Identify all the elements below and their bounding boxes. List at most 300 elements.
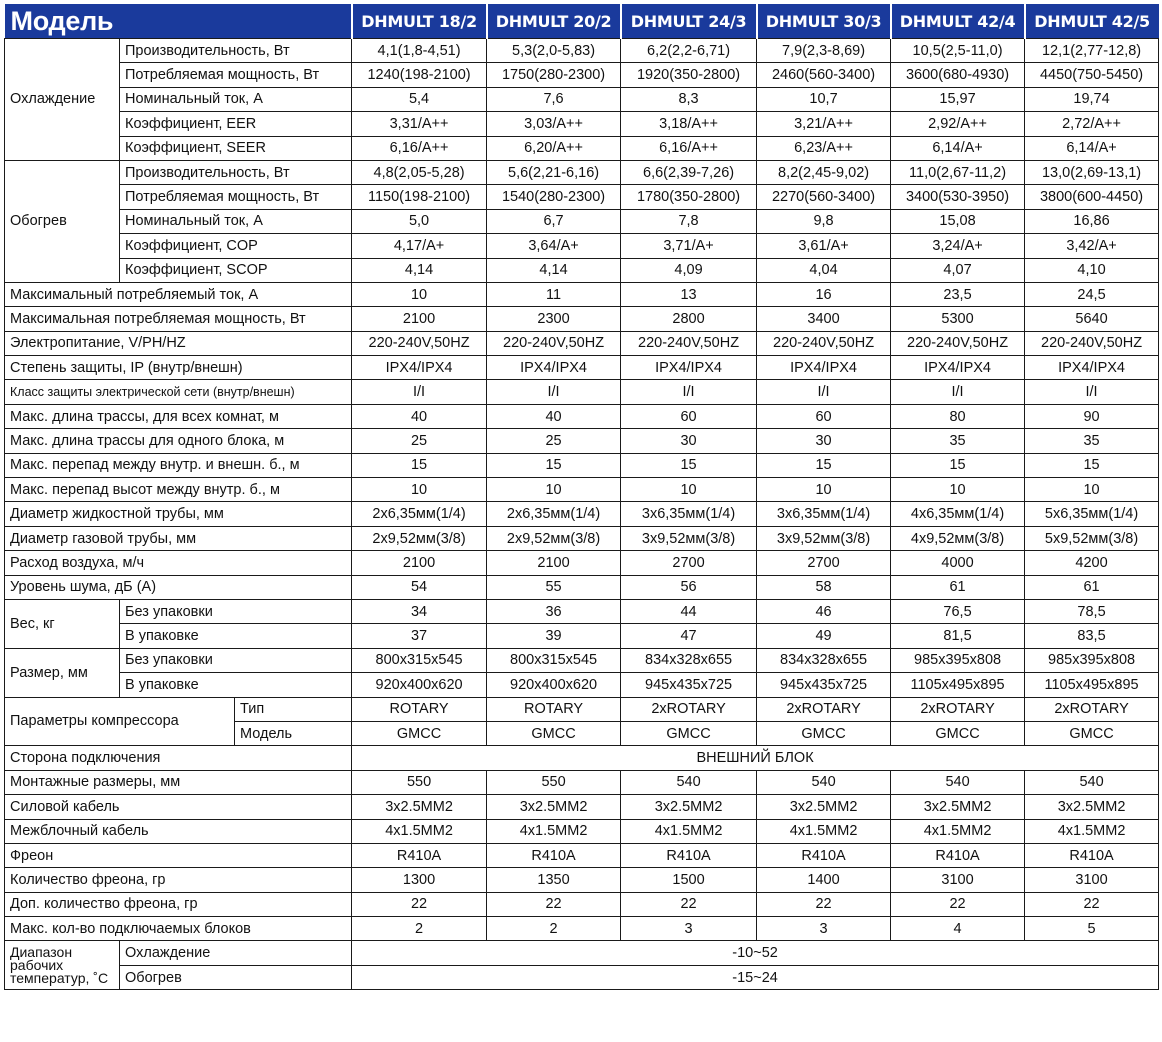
value-cell: 90 [1025,404,1159,428]
row-label: Количество фреона, гр [5,868,352,892]
table-row [5,429,1159,453]
row-label: Коэффициент, COP [120,234,352,258]
value-cell: 220-240V,50HZ [621,331,757,355]
value-cell: 2700 [621,551,757,575]
table-row [5,575,1159,599]
value-cell: 5640 [1025,307,1159,331]
value-cell: 39 [487,624,621,648]
table-row [5,258,1159,282]
value-cell: 220-240V,50HZ [352,331,487,355]
table-row [5,404,1159,428]
value-cell: 3x9,52мм(3/8) [621,526,757,550]
value-cell: 4,14 [352,258,487,282]
value-cell: 80 [891,404,1025,428]
value-cell: 8,2(2,45-9,02) [757,160,891,184]
value-cell: 3400(530-3950) [891,185,1025,209]
value-cell: 5300 [891,307,1025,331]
value-cell: 10 [352,478,487,502]
value-cell: R410A [621,843,757,867]
row-label: Без упаковки [120,599,352,623]
value-cell: GMCC [1025,721,1159,745]
value-cell: 54 [352,575,487,599]
value-cell: 30 [757,429,891,453]
value-cell: 4,17/A+ [352,234,487,258]
value-cell: 3,03/A++ [487,112,621,136]
value-cell: 920x400x620 [352,673,487,697]
value-cell: GMCC [352,721,487,745]
value-cell: IPX4/IPX4 [352,356,487,380]
value-cell: 61 [891,575,1025,599]
value-cell: 56 [621,575,757,599]
value-cell: 1350 [487,868,621,892]
value-cell: 2100 [352,551,487,575]
value-cell: 4,14 [487,258,621,282]
row-label: Охлаждение [120,941,352,965]
value-cell: 10 [891,478,1025,502]
value-cell: 16 [757,282,891,306]
value-cell: 8,3 [621,87,757,111]
value-cell: 2460(560-3400) [757,63,891,87]
value-cell: 550 [352,770,487,794]
value-cell: 44 [621,599,757,623]
row-label: Максимальная потребляемая мощность, Вт [5,307,352,331]
row-label: Макс. длина трассы, для всех комнат, м [5,404,352,428]
value-cell: 2xROTARY [757,697,891,721]
value-cell: 1150(198-2100) [352,185,487,209]
value-cell: 540 [757,770,891,794]
value-cell: 15,97 [891,87,1025,111]
value-cell: 2x9,52мм(3/8) [487,526,621,550]
row-label: Максимальный потребляемый ток, А [5,282,352,306]
value-cell: I/I [1025,380,1159,404]
value-cell: 3x2.5MM2 [891,795,1025,819]
value-cell: 3 [621,917,757,941]
value-cell: 36 [487,599,621,623]
value-cell: 34 [352,599,487,623]
value-cell: GMCC [487,721,621,745]
row-label: Модель [235,721,352,745]
value-cell: IPX4/IPX4 [1025,356,1159,380]
value-cell: 13 [621,282,757,306]
value-cell: -10~52 [352,941,1159,965]
value-cell: 6,7 [487,209,621,233]
row-label: Производительность, Вт [120,39,352,63]
value-cell: 945x435x725 [621,673,757,697]
value-cell: 11,0(2,67-11,2) [891,160,1025,184]
value-cell: 1540(280-2300) [487,185,621,209]
value-cell: 5,6(2,21-6,16) [487,160,621,184]
row-label: Обогрев [120,965,352,989]
table-row [5,331,1159,355]
table-row [5,892,1159,916]
value-cell: 540 [621,770,757,794]
row-label: В упаковке [120,624,352,648]
table-row [5,599,1159,623]
value-cell: 6,20/A++ [487,136,621,160]
value-cell: 6,23/A++ [757,136,891,160]
value-cell: 4,10 [1025,258,1159,282]
value-cell: 3400 [757,307,891,331]
table-row [5,453,1159,477]
value-cell: 11 [487,282,621,306]
row-label: Межблочный кабель [5,819,352,843]
value-cell: 1920(350-2800) [621,63,757,87]
value-cell: 3,24/A+ [891,234,1025,258]
value-cell: 81,5 [891,624,1025,648]
value-cell: 834x328x655 [621,648,757,672]
value-cell: 2 [352,917,487,941]
value-cell: 220-240V,50HZ [891,331,1025,355]
model-header: DHMULT 18/2 [352,4,487,39]
value-cell: 220-240V,50HZ [757,331,891,355]
value-cell: 3x2.5MM2 [1025,795,1159,819]
value-cell: R410A [757,843,891,867]
table-row [5,770,1159,794]
value-cell: 19,74 [1025,87,1159,111]
value-cell: 12,1(2,77-12,8) [1025,39,1159,63]
group-label-size: Размер, мм [5,648,120,697]
value-cell: 6,16/A++ [621,136,757,160]
value-cell: 3,61/A+ [757,234,891,258]
value-cell: 6,6(2,39-7,26) [621,160,757,184]
value-cell: 25 [487,429,621,453]
value-cell: GMCC [621,721,757,745]
value-cell: 49 [757,624,891,648]
value-cell: 3,21/A++ [757,112,891,136]
value-cell: 2x6,35мм(1/4) [487,502,621,526]
value-cell: 540 [1025,770,1159,794]
value-cell: 4x1.5MM2 [352,819,487,843]
value-cell: 5x9,52мм(3/8) [1025,526,1159,550]
value-cell: 7,8 [621,209,757,233]
value-cell: 30 [621,429,757,453]
group-label-temperature: Диапазон рабочих температур, ˚С [5,941,120,990]
value-cell: 1240(198-2100) [352,63,487,87]
value-cell: I/I [757,380,891,404]
value-cell: 4,8(2,05-5,28) [352,160,487,184]
value-cell: 35 [1025,429,1159,453]
table-row [5,819,1159,843]
value-cell: 15 [621,453,757,477]
table-row [5,941,1159,965]
value-cell: 3 [757,917,891,941]
table-row [5,39,1159,63]
value-cell: 23,5 [891,282,1025,306]
value-cell: 37 [352,624,487,648]
table-row [5,502,1159,526]
value-cell: 6,14/A+ [1025,136,1159,160]
spec-table [4,4,1159,990]
value-cell: 3x9,52мм(3/8) [757,526,891,550]
value-cell: -15~24 [352,965,1159,989]
row-label: Потребляемая мощность, Вт [120,63,352,87]
value-cell: 10 [757,478,891,502]
value-cell: 10 [1025,478,1159,502]
row-label: Производительность, Вт [120,160,352,184]
row-label: Степень защиты, IP (внутр/внешн) [5,356,352,380]
value-cell: 945x435x725 [757,673,891,697]
value-cell: 4,09 [621,258,757,282]
value-cell: 4,04 [757,258,891,282]
value-cell: 3,42/A+ [1025,234,1159,258]
table-row [5,526,1159,550]
value-cell: 3x2.5MM2 [352,795,487,819]
row-label: Макс. кол-во подключаемых блоков [5,917,352,941]
row-label: Монтажные размеры, мм [5,770,352,794]
value-cell: 35 [891,429,1025,453]
value-cell: 1105x495x895 [891,673,1025,697]
value-cell: 2 [487,917,621,941]
table-row [5,112,1159,136]
value-cell: 4x1.5MM2 [487,819,621,843]
value-cell: 2800 [621,307,757,331]
table-row [5,282,1159,306]
value-cell: 22 [621,892,757,916]
value-cell: 4450(750-5450) [1025,63,1159,87]
value-cell: 800x315x545 [352,648,487,672]
value-cell: 4x9,52мм(3/8) [891,526,1025,550]
value-cell: 3x2.5MM2 [757,795,891,819]
value-cell: ВНЕШНИЙ БЛОК [352,746,1159,770]
value-cell: IPX4/IPX4 [487,356,621,380]
value-cell: 3x6,35мм(1/4) [757,502,891,526]
value-cell: 4 [891,917,1025,941]
model-header: DHMULT 42/4 [891,4,1025,39]
table-row [5,478,1159,502]
value-cell: 3,18/A++ [621,112,757,136]
header-row [5,4,1159,39]
table-row [5,234,1159,258]
value-cell: 4x1.5MM2 [891,819,1025,843]
table-row [5,356,1159,380]
table-row [5,307,1159,331]
value-cell: 5,0 [352,209,487,233]
value-cell: 834x328x655 [757,648,891,672]
value-cell: 2700 [757,551,891,575]
value-cell: I/I [621,380,757,404]
table-row [5,551,1159,575]
value-cell: 15 [487,453,621,477]
row-label: Сторона подключения [5,746,352,770]
value-cell: 10 [487,478,621,502]
row-label: Тип [235,697,352,721]
value-cell: 3x2.5MM2 [621,795,757,819]
value-cell: 540 [891,770,1025,794]
value-cell: IPX4/IPX4 [757,356,891,380]
row-label: Макс. перепад между внутр. и внешн. б., м [5,453,352,477]
value-cell: 1750(280-2300) [487,63,621,87]
value-cell: 22 [352,892,487,916]
value-cell: 40 [487,404,621,428]
model-header: DHMULT 20/2 [487,4,621,39]
value-cell: 10,7 [757,87,891,111]
value-cell: 3800(600-4450) [1025,185,1159,209]
value-cell: 16,86 [1025,209,1159,233]
value-cell: 3x6,35мм(1/4) [621,502,757,526]
value-cell: R410A [487,843,621,867]
value-cell: 2x9,52мм(3/8) [352,526,487,550]
value-cell: I/I [352,380,487,404]
value-cell: 3100 [891,868,1025,892]
value-cell: 40 [352,404,487,428]
model-header: DHMULT 30/3 [757,4,891,39]
value-cell: 4x1.5MM2 [621,819,757,843]
value-cell: 5,3(2,0-5,83) [487,39,621,63]
value-cell: 60 [621,404,757,428]
value-cell: 3x2.5MM2 [487,795,621,819]
value-cell: I/I [487,380,621,404]
row-label: Силовой кабель [5,795,352,819]
table-row [5,648,1159,672]
value-cell: 2100 [487,551,621,575]
row-label: Класс защиты электрической сети (внутр/внешн) [5,380,352,404]
value-cell: 5x6,35мм(1/4) [1025,502,1159,526]
row-label: Коэффициент, SCOP [120,258,352,282]
value-cell: 15 [757,453,891,477]
value-cell: R410A [352,843,487,867]
table-row [5,868,1159,892]
table-row [5,746,1159,770]
row-label: Коэффициент, SEER [120,136,352,160]
value-cell: R410A [891,843,1025,867]
value-cell: 985x395x808 [1025,648,1159,672]
row-label: Уровень шума, дБ (А) [5,575,352,599]
value-cell: 7,9(2,3-8,69) [757,39,891,63]
group-label-heating: Обогрев [5,160,120,282]
row-label: Номинальный ток, А [120,87,352,111]
value-cell: 2,92/A++ [891,112,1025,136]
row-label: В упаковке [120,673,352,697]
value-cell: 15 [352,453,487,477]
value-cell: 3,64/A+ [487,234,621,258]
value-cell: 83,5 [1025,624,1159,648]
table-row [5,380,1159,404]
value-cell: 15 [1025,453,1159,477]
value-cell: I/I [891,380,1025,404]
value-cell: 10 [352,282,487,306]
value-cell: 6,16/A++ [352,136,487,160]
group-label-compressor: Параметры компрессора [5,697,235,746]
table-row [5,63,1159,87]
value-cell: 7,6 [487,87,621,111]
value-cell: 1780(350-2800) [621,185,757,209]
value-cell: 985x395x808 [891,648,1025,672]
table-row [5,87,1159,111]
value-cell: 220-240V,50HZ [487,331,621,355]
row-label: Макс. длина трассы для одного блока, м [5,429,352,453]
value-cell: 10,5(2,5-11,0) [891,39,1025,63]
value-cell: ROTARY [487,697,621,721]
value-cell: 55 [487,575,621,599]
value-cell: 1500 [621,868,757,892]
value-cell: 1105x495x895 [1025,673,1159,697]
row-label: Коэффициент, EER [120,112,352,136]
value-cell: 2100 [352,307,487,331]
value-cell: ROTARY [352,697,487,721]
value-cell: 4000 [891,551,1025,575]
value-cell: 4,1(1,8-4,51) [352,39,487,63]
value-cell: IPX4/IPX4 [621,356,757,380]
value-cell: 2xROTARY [621,697,757,721]
row-label: Расход воздуха, м/ч [5,551,352,575]
value-cell: 1300 [352,868,487,892]
group-label-weight: Вес, кг [5,599,120,648]
model-header: DHMULT 42/5 [1025,4,1159,39]
row-label: Доп. количество фреона, гр [5,892,352,916]
value-cell: 24,5 [1025,282,1159,306]
value-cell: 13,0(2,69-13,1) [1025,160,1159,184]
value-cell: 3100 [1025,868,1159,892]
value-cell: 3,71/A+ [621,234,757,258]
value-cell: 10 [621,478,757,502]
table-row [5,697,1159,721]
row-label: Номинальный ток, А [120,209,352,233]
value-cell: 2270(560-3400) [757,185,891,209]
value-cell: 3600(680-4930) [891,63,1025,87]
value-cell: IPX4/IPX4 [891,356,1025,380]
value-cell: 4200 [1025,551,1159,575]
value-cell: 78,5 [1025,599,1159,623]
value-cell: GMCC [891,721,1025,745]
value-cell: 47 [621,624,757,648]
value-cell: 15,08 [891,209,1025,233]
value-cell: 6,2(2,2-6,71) [621,39,757,63]
value-cell: 6,14/A+ [891,136,1025,160]
row-label: Диаметр жидкостной трубы, мм [5,502,352,526]
table-row [5,209,1159,233]
value-cell: 2,72/A++ [1025,112,1159,136]
value-cell: 4,07 [891,258,1025,282]
value-cell: 46 [757,599,891,623]
value-cell: 60 [757,404,891,428]
value-cell: 58 [757,575,891,599]
value-cell: 76,5 [891,599,1025,623]
table-row [5,795,1159,819]
row-label: Макс. перепад высот между внутр. б., м [5,478,352,502]
value-cell: 2xROTARY [891,697,1025,721]
value-cell: 5,4 [352,87,487,111]
row-label: Фреон [5,843,352,867]
value-cell: GMCC [757,721,891,745]
value-cell: 2x6,35мм(1/4) [352,502,487,526]
value-cell: 25 [352,429,487,453]
value-cell: 22 [487,892,621,916]
value-cell: 22 [757,892,891,916]
table-row [5,136,1159,160]
value-cell: 22 [891,892,1025,916]
value-cell: 800x315x545 [487,648,621,672]
row-label: Без упаковки [120,648,352,672]
value-cell: 15 [891,453,1025,477]
table-row [5,843,1159,867]
value-cell: 220-240V,50HZ [1025,331,1159,355]
table-row [5,185,1159,209]
value-cell: 920x400x620 [487,673,621,697]
table-row [5,624,1159,648]
value-cell: R410A [1025,843,1159,867]
row-label: Диаметр газовой трубы, мм [5,526,352,550]
table-row [5,160,1159,184]
value-cell: 61 [1025,575,1159,599]
table-row [5,673,1159,697]
value-cell: 4x1.5MM2 [1025,819,1159,843]
value-cell: 2xROTARY [1025,697,1159,721]
table-row [5,917,1159,941]
value-cell: 9,8 [757,209,891,233]
page-title: Модель [5,4,352,39]
row-label: Электропитание, V/PH/HZ [5,331,352,355]
row-label: Потребляемая мощность, Вт [120,185,352,209]
